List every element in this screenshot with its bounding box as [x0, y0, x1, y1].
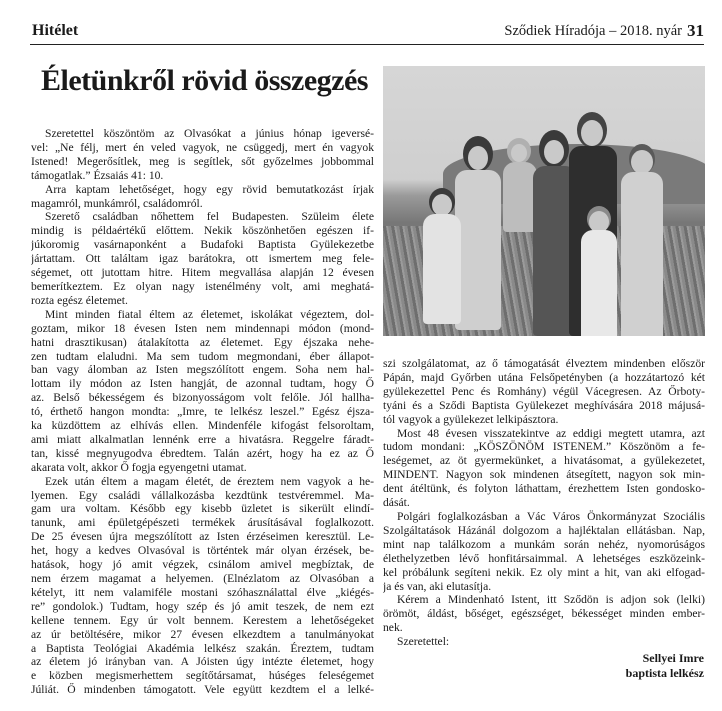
text-line: nem érzem magamat a helyemen. (Elnézlatom az Olvasóban a	[31, 572, 374, 585]
text-line: ami miatt alkalmatlan lennénk erre a hivatásra. Reggelre fáradt-	[31, 432, 374, 446]
text-line: tó, érthető hangon mondta: „Imre, te lelkész leszel.” Egész éjsza-	[31, 405, 374, 419]
text-line: szi szolgálatomat, az ő támogatását élveztem mindenben először	[383, 357, 705, 370]
text-line: ban vagy álomban az Isten megszólított engem. Soha nem hal-	[31, 363, 374, 377]
family-photo	[383, 66, 705, 336]
text-line: ja és van, aki elutasítja.	[383, 579, 492, 593]
publication-title: Sződiek Híradója – 2018. nyár	[504, 23, 682, 39]
text-line: dent átéltünk, és folyton láthattam, érezhettem Isten gondosko-	[383, 482, 705, 496]
text-line: zen tudtam elaludni. Ma sem tudom megmondani, éber állapot-	[31, 349, 374, 363]
text-line: kel próbálunk segíteni nekik. Ez oly mint a hit, van aki elfogad-	[383, 565, 705, 579]
text-line: bemerítkeztem. Ez olyan nagy istenélmény volt, ami meghatá-	[31, 279, 374, 293]
text-line: örömöt, áldást, bőséget, egészséget, békességet minden ember-	[383, 607, 705, 621]
text-line: leségemet, az öt gyermekünket, a hivatásomat, a gyülekezetet,	[383, 454, 705, 468]
text-line: támogatlak.” Ézsaiás 41: 10.	[31, 168, 164, 182]
text-line: goztam, mikor 18 évesen Isten nem mindennapi módon (mond-	[31, 321, 374, 335]
text-line: Szeretettel köszöntöm az Olvasókat a június hónap igeversé-	[45, 127, 374, 140]
text-line: az életem jó irányban van. A Jóisten úgy intézte életemet, hogy	[31, 655, 374, 669]
text-line: az úr betöltésére, mikor 27 évesen elkezdtem a tanulmányokat	[31, 627, 374, 641]
text-line: vel: „Ne félj, mert én veled vagyok, ne csüggedj, mert én vagyok	[31, 140, 374, 154]
signature-role: baptista lelkész	[625, 666, 704, 680]
text-line: Júliát. Ő mindenben támogatott. Vele együtt kezdtem el a lelké-	[31, 683, 374, 697]
text-line: Szolgáltatások Házánál dolgozom a hajléktalan ellátásban. Nap,	[383, 523, 705, 537]
page-number: 31	[687, 21, 704, 40]
text-line: lyemen. Egy családi vállalkozásba kezdtünk testvéremmel. Ma-	[31, 488, 374, 502]
text-line: Arra kaptam lehetőséget, hogy egy rövid bemutatkozást írjak	[45, 182, 374, 196]
text-line: het, hogy a kedves Olvasóval is történtek már olyan érzések, be-	[31, 544, 374, 558]
text-line: a Baptista Teológiai Akadémia lelkész szakán. Éreztem, tudtam	[31, 641, 374, 655]
text-line: élethelyzetben lévő honfitársaimmal. A lehetséges eszközeink-	[383, 551, 705, 565]
section-label: Hitélet	[32, 22, 79, 39]
text-line: Szerető családban nőhettem fel Budapesten. Szüleim élete	[45, 210, 374, 224]
article-title: Életünkről rövid összegzés	[41, 64, 368, 97]
text-line: ka küzdöttem az elhívás ellen. Mindenféle kifogást felsoroltam,	[31, 419, 374, 433]
text-line: Mint minden fiatal éltem az életemet, iskolákat végeztem, dol-	[45, 307, 374, 321]
text-line: tan, kissé megnyugodva ébredtem. Talán azért, hogy ha ez az Ő	[31, 446, 374, 460]
text-line: tanunk, ami épületgépészeti termékek árusításával foglalkozott.	[31, 516, 374, 530]
text-line: tól vagyok a gyülekezet lelkipásztora.	[383, 412, 559, 426]
text-line: hatni drasztikusan) átalakította az életemet. Egy éjszaka nehe-	[31, 335, 374, 349]
text-line: rozta egész életemet.	[31, 293, 128, 307]
text-line: Ezek után éltem a magam életét, de éreztem nem vagyok a he-	[45, 474, 374, 488]
text-line: tyáni és a Sződi Baptista Gyülekezet meghívására 2018 májusá-	[383, 398, 705, 412]
text-line: dását.	[383, 496, 410, 510]
page-header	[30, 18, 704, 45]
text-line: hatások, hogy jó amit végzek, csinálom amivel megbíztak, de	[31, 558, 374, 572]
text-line: MINDENT. Nagyon sok mindenen átsegített, nagyon sok min-	[383, 468, 705, 482]
text-line: Istened! Megerősítlek, meg is segítlek, sőt győzelmes jobbommal	[31, 154, 374, 168]
signature-name: Sellyei Imre	[642, 651, 704, 665]
text-line: mindig is példaértékű előttem. Nekik köszönhetően egészen if-	[31, 224, 374, 238]
text-line: akarata volt, akkor Ő fogja egyengetni utamat.	[31, 460, 247, 474]
text-line: Pápán, majd Győrben utána Felsőpetényben (a hozzátartozó két	[383, 370, 705, 384]
article-column-left	[31, 127, 374, 697]
text-line: e közben megismerhettem segítőtársamat, húséges feleségemet	[31, 669, 374, 683]
text-line: magamról, munkámról, családomról.	[31, 196, 203, 210]
article-column-right	[383, 357, 705, 649]
text-line: Szeretettel:	[397, 635, 450, 649]
text-line: mint nap találkozom a munkám során nehéz, nyomorúságos	[383, 537, 705, 551]
text-line: De 25 évesen újra megszólított az Isten érzéseimen keresztül. Le-	[31, 530, 374, 544]
text-line: kellene tennem. Egy úr volt bennem. Kerestem a lehetőségeket	[31, 613, 374, 627]
text-line: az. Belső békességem és bizonyosságom volt felőle. Jól hallha-	[31, 391, 374, 405]
text-line: kételyt, itt nem valamiféle mostani szóhasználattal élve „kiégés-	[31, 585, 374, 599]
text-line: jártattam. Ott találtam igaz barátokra, ott ismertem meg fele-	[31, 252, 374, 266]
text-line: júkoromig vasárnaponként a Budafoki Baptista Gyülekezetbe	[31, 238, 374, 252]
text-line: re” gondolok.) Tudtam, hogy szép és jó amit teszek, de nem ezt	[31, 599, 374, 613]
text-line: Kérem a Mindenható Istent, itt Sződön is adjon sok (lelki)	[397, 593, 705, 607]
text-line: gyülekezettel Penc és Romhány) végül Vácegresen. Az Őrboty-	[383, 384, 705, 398]
text-line: nek.	[383, 621, 403, 635]
text-line: lottam ily módon az Isten hangját, de azonnal tudtam, hogy Ő	[31, 377, 374, 391]
text-line: tudom mondani: „KÖSZÖNÖM ISTENEM.” Köszönöm a fe-	[383, 440, 705, 454]
text-line: Most 48 évesen visszatekintve az eddigi megtett utamra, azt	[397, 426, 705, 440]
text-line: gam ura voltam. Később egy kisebb üzletet is sikerült elindí-	[31, 502, 374, 516]
text-line: Polgári foglalkozásban a Vác Város Önkormányzat Szociális	[397, 509, 705, 523]
text-line: ségemet, ott jutottam hitre. Hitem megvallása alapján 12 évesen	[31, 266, 374, 280]
